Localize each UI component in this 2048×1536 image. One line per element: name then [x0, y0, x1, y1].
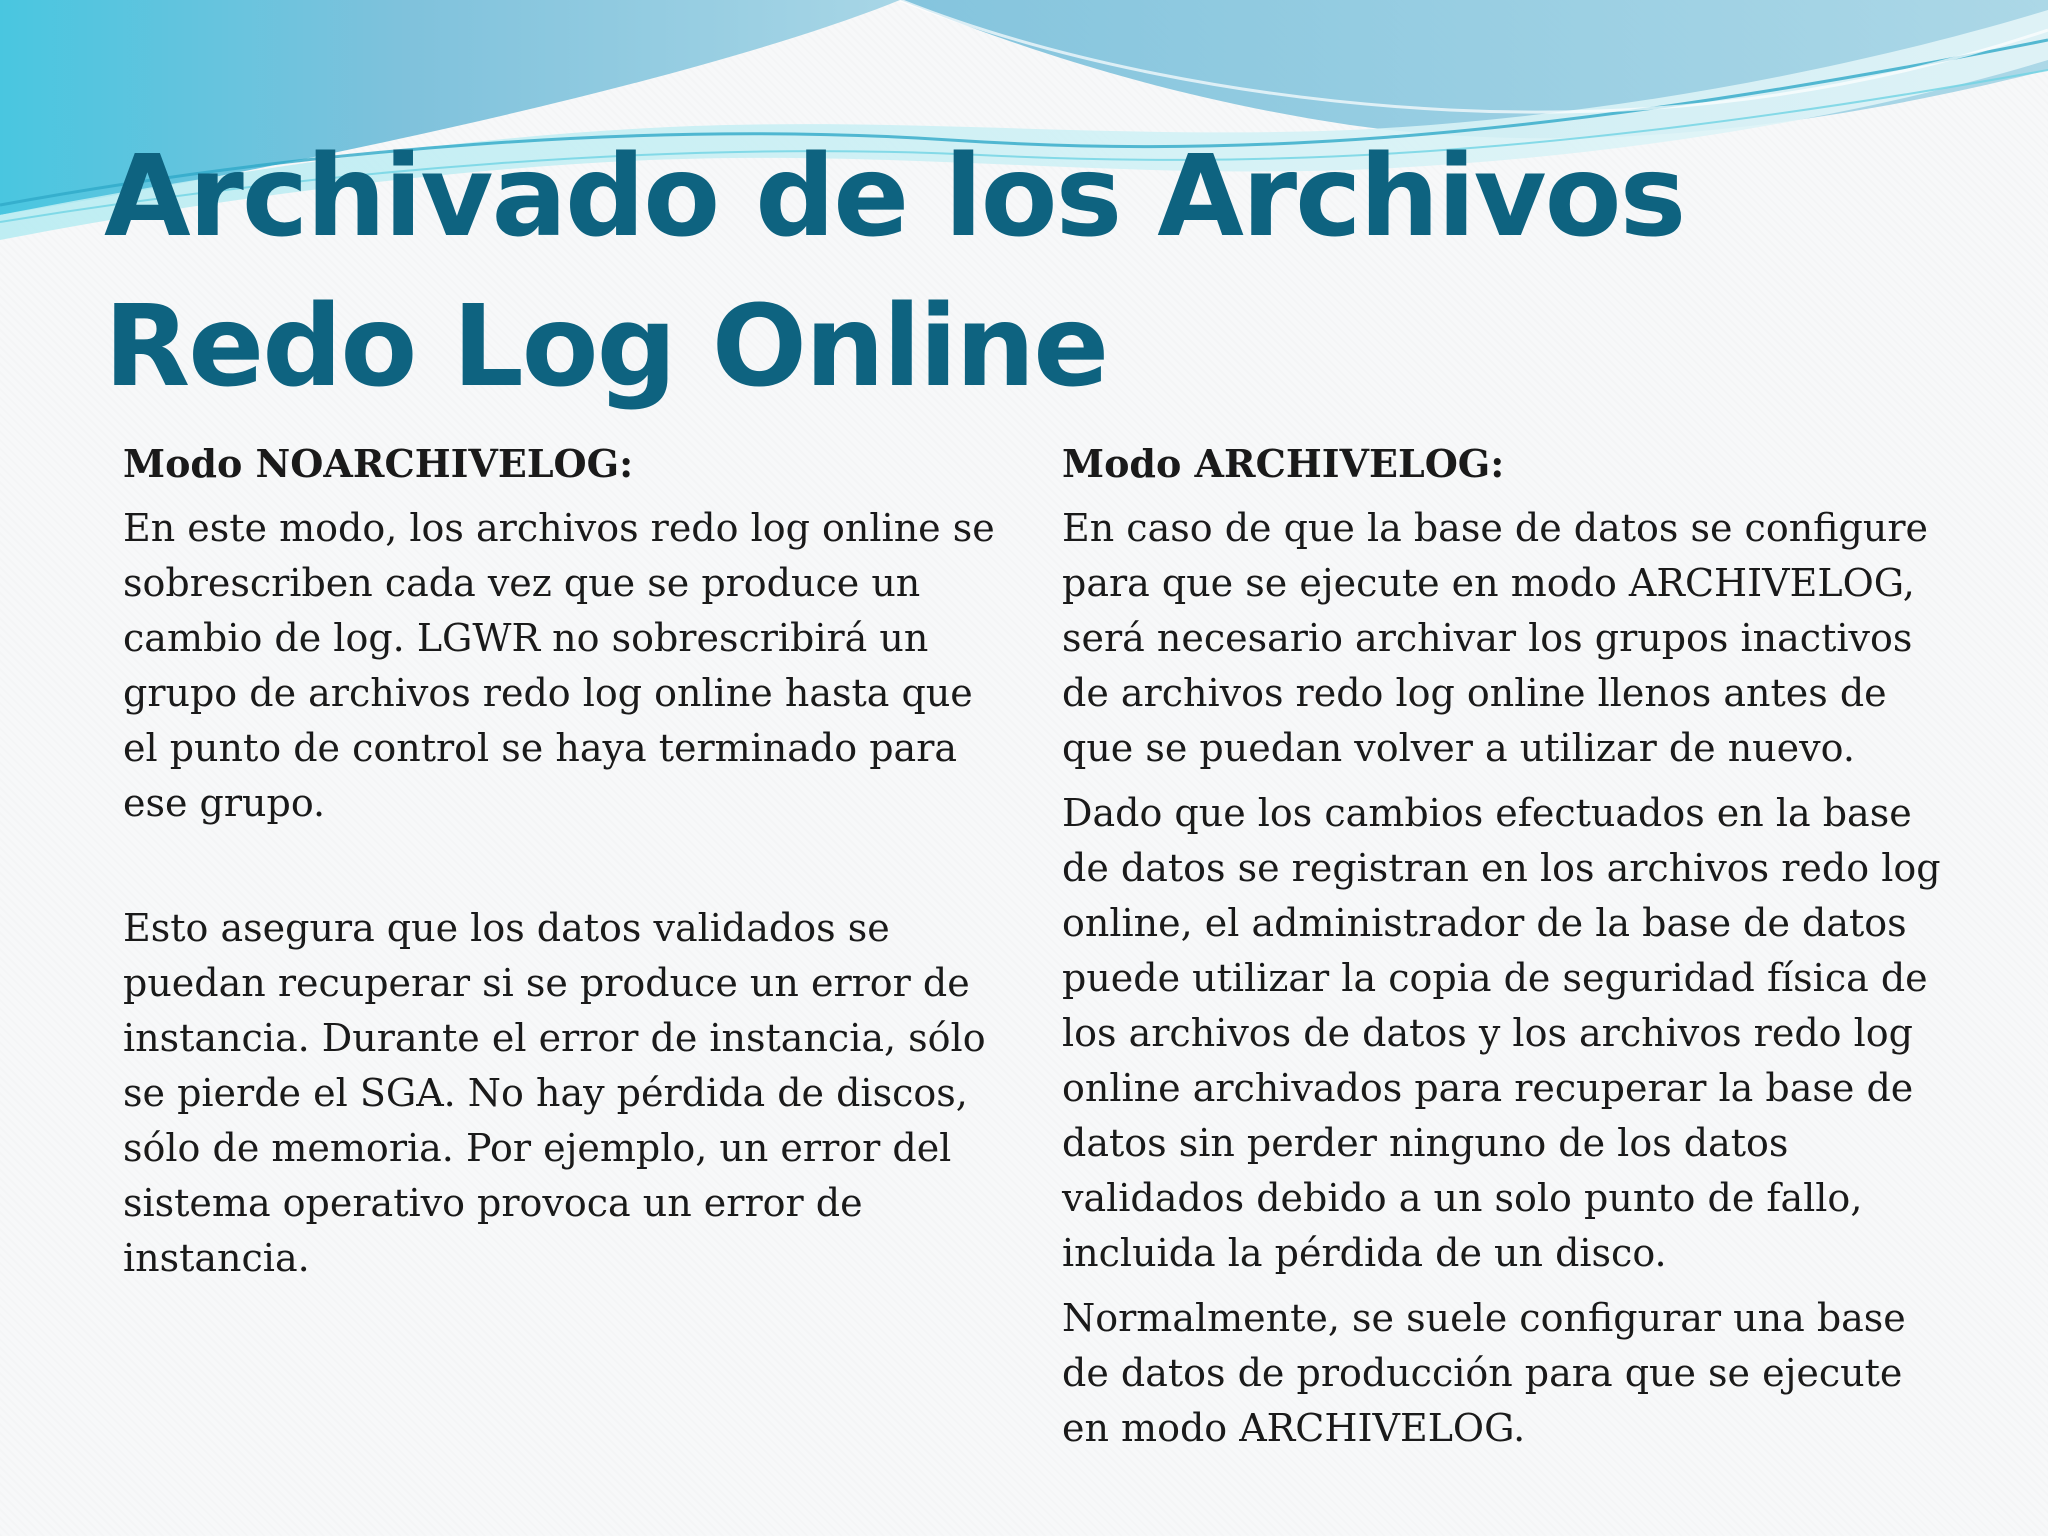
- left-paragraph: Esto asegura que los datos validados se puedan recuperar si se produce un error de instancia. Durante el error de instancia, sólo se pierde el SGA. No hay pérdida de discos, sólo de memoria. Por ejemplo, un error del sistema operativo provoca un error de instancia.: [123, 906, 986, 1280]
- left-column-heading: Modo NOARCHIVELOG:: [123, 441, 634, 486]
- right-paragraph: Dado que los cambios efectuados en la base de datos se registran en los archivos redo log online, el administrador de la base de datos puede utilizar la copia de seguridad física de los archivos de datos y los archivos redo log online archivados para recuperar la base de datos sin perder ninguno de los datos validados debido a un solo punto de fallo, incluida la pérdida de un disco.: [1062, 791, 1941, 1275]
- right-paragraph: Normalmente, se suele configurar una base de datos de producción para que se ejecute en modo ARCHIVELOG.: [1062, 1296, 1906, 1450]
- paragraph-spacer: [123, 841, 1003, 901]
- right-column: [1062, 436, 1942, 1466]
- slide-title: Archivado de los Archivos Redo Log Online: [104, 132, 1685, 412]
- right-paragraph: En caso de que la base de datos se configure para que se ejecute en modo ARCHIVELOG, será necesario archivar los grupos inactivos de archivos redo log online llenos antes de que se puedan volver a utilizar de nuevo.: [1062, 506, 1928, 770]
- left-column: [123, 436, 1003, 1296]
- right-column-heading: Modo ARCHIVELOG:: [1062, 441, 1505, 486]
- left-paragraph: En este modo, los archivos redo log online se sobrescriben cada vez que se produce un cambio de log. LGWR no sobrescribirá un grupo de archivos redo log online hasta que el punto de control se haya terminado para ese grupo.: [123, 506, 995, 825]
